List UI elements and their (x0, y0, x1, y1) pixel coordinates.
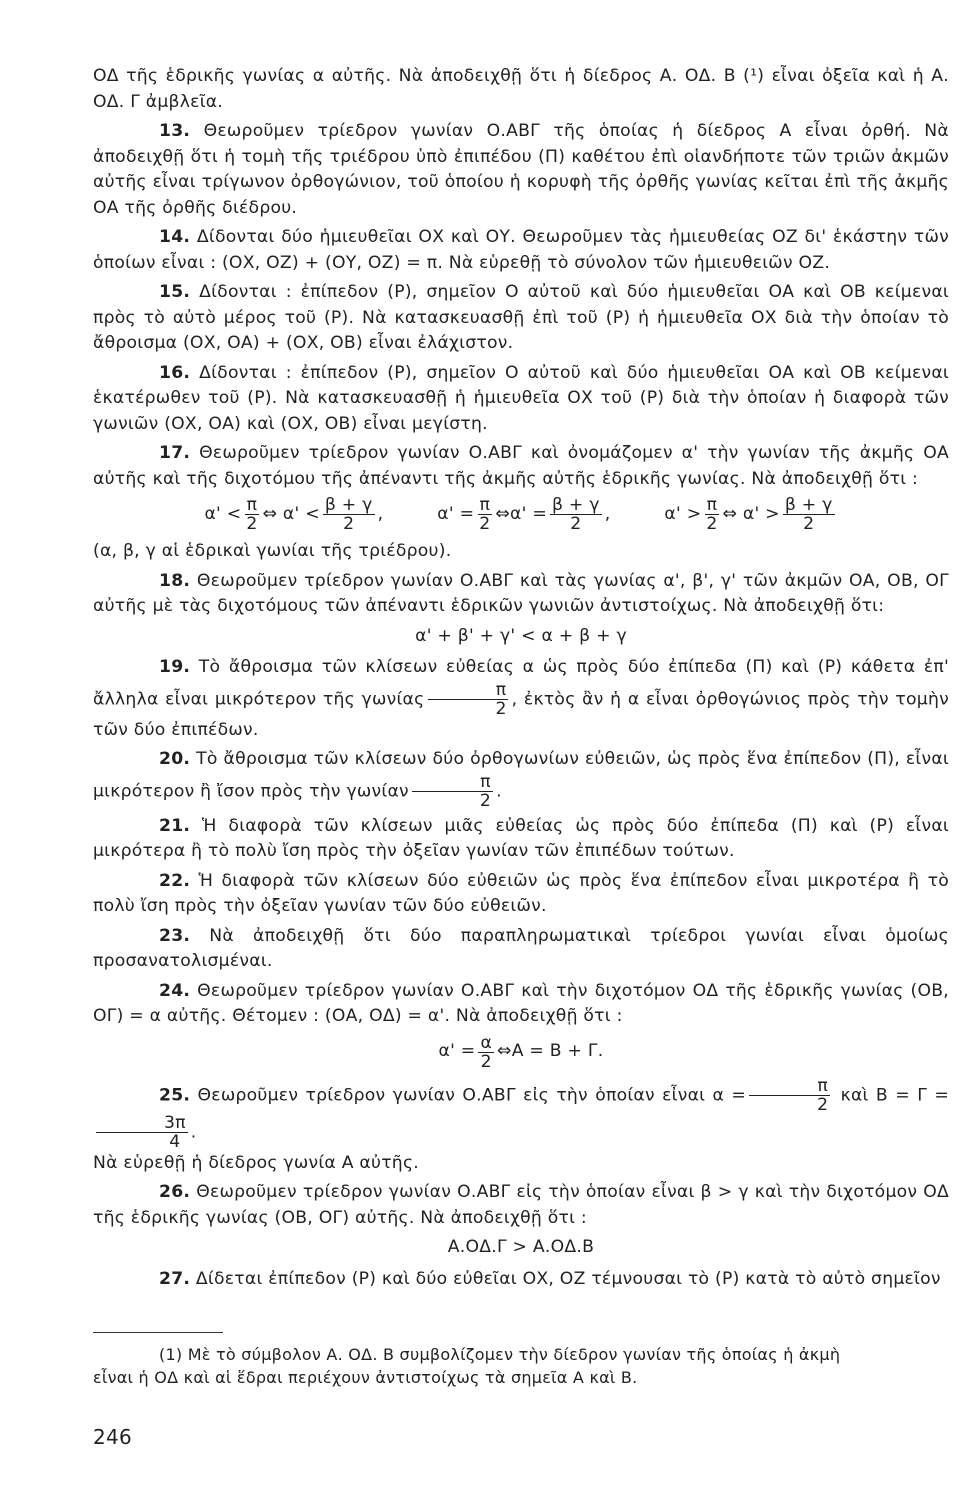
fraction-beta-gamma-over-2: $\frac{\beta + \gamma}{2}$ (784, 495, 833, 534)
formula-17: α' < $\frac{\pi}{2}$ ⇔ α' < $\frac{\beta + \gamma}{2}$ , α' = $\frac{\pi}{2}$ ⇔α' = $\frac{\beta + \gamma}{2}$ , α' > $\frac{\pi}{2}$ ⇔ α' > $\frac{\beta + \gamma}{2}$ (204, 495, 833, 534)
exercise-number: 20. (159, 749, 191, 769)
exercise-23: 23. Νὰ ἀποδειχθῇ ὅτι δύο παραπληρωματικαὶ τρίεδροι γωνίαι εἶναι ὁμοίως προσανατολισμέναι. (93, 925, 950, 971)
fraction-3pi-over-4: $\frac{3\pi}{4}$ (96, 1114, 188, 1151)
formula-24: α' = $\frac{\alpha}{2}$ ⇔Α = Β + Γ. (438, 1032, 604, 1072)
exercise-22: 22. Ἡ διαφορὰ τῶν κλίσεων δύο εὐθειῶν ὡς πρὸς ἕνα ἐπίπεδον εἶναι μικροτέρα ἢ τὸ πολὺ ἴση πρὸς τὴν ὀξεῖαν γωνίαν τῶν δύο εὐθειῶν. (93, 870, 950, 916)
formula-18: α' + β' + γ' < α + β + γ (415, 625, 627, 646)
footnote-line-1: (1) Μὲ τὸ σύμβολον Α. ΟΔ. Β συμβολίζομεν τὴν δίεδρον γωνίαν τῆς ὁποίας ἡ ἀκμὴ (159, 1345, 841, 1364)
exercise-number: 13. (159, 121, 191, 141)
footnote-divider (93, 1332, 223, 1333)
fraction-pi-over-2: $\frac{\pi}{2}$ (412, 773, 493, 810)
exercise-15: 15. Δίδονται : ἐπίπεδον (Ρ), σημεῖον Ο αὐτοῦ καὶ δύο ἡμιευθεῖαι ΟΑ καὶ ΟΒ κείμεναι πρὸς τὸ αὐτὸ μέρος τοῦ (Ρ). Νὰ κατασκευασθῇ ἐπὶ τοῦ (Ρ) ἡ ἡμιευθεῖα ΟΧ διὰ τὴν ὁποίαν τὸ ἄθροισμα (ΟΧ, ΟΑ) + (ΟΧ, ΟΒ) εἶναι ἐλάχιστον. (93, 282, 949, 353)
exercise-number: 23. (159, 925, 191, 946)
exercise-17: 17. Θεωροῦμεν τρίεδρον γωνίαν Ο.ΑΒΓ καὶ ὀνομάζομεν α' τὴν γωνίαν τῆς ἀκμῆς ΟΑ αὐτῆς καὶ τῆς διχοτόμου τῆς ἀπέναντι τῆς ἀκμῆς αὐτῆς ἑδρικῆς γωνίας. Νὰ ἀποδειχθῇ ὅτι : (93, 443, 949, 489)
fraction-pi-over-2: $\frac{\pi}{2}$ (749, 1077, 830, 1114)
exercise-number: 26. (159, 1182, 191, 1202)
exercise-number: 25. (159, 1085, 191, 1105)
exercise-number: 27. (159, 1268, 191, 1289)
fraction-beta-gamma-over-2: $\frac{\beta + \gamma}{2}$ (551, 495, 600, 534)
exercise-16: 16. Δίδονται : ἐπίπεδον (Ρ), σημεῖον Ο αὐτοῦ καὶ δύο ἡμιευθεῖαι ΟΑ καὶ ΟΒ κείμεναι ἑκατέρωθεν τοῦ (Ρ). Νὰ κατασκευασθῇ ἡ ἡμιευθεῖα ΟΧ τοῦ (Ρ) διὰ τὴν ὁποίαν ἡ διαφορὰ τῶν γωνιῶν (ΟΧ, ΟΑ) καὶ (ΟΧ, ΟΒ) εἶναι μεγίστη. (93, 362, 949, 434)
fraction-pi-over-2: $\frac{\pi}{2}$ (479, 495, 491, 534)
fraction-pi-over-2: $\frac{\pi}{2}$ (246, 495, 258, 534)
exercise-25: 25. Θεωροῦμεν τρίεδρον γωνίαν Ο.ΑΒΓ εἰς τὴν ὁποίαν εἶναι α = $\frac{\pi}{2}$ καὶ Β = Γ = $\frac{3\pi}{4}$ . Νὰ εὑρεθῇ ἡ δίεδρος γωνία Α αὐτῆς. (93, 1075, 950, 1173)
exercise-20: 20. Τὸ ἄθροισμα τῶν κλίσεων δύο ὀρθογωνίων εὐθειῶν, ὡς πρὸς ἕνα ἐπίπεδον (Π), εἶναι μικρότερον ἢ ἴσον πρὸς τὴν γωνίαν $\frac{\pi}{2}$ . (93, 749, 949, 811)
fraction-pi-over-2: $\frac{\pi}{2}$ (427, 681, 508, 718)
exercise-number: 16. (159, 362, 191, 383)
exercise-24: 24. Θεωροῦμεν τρίεδρον γωνίαν Ο.ΑΒΓ καὶ τὴν διχοτόμον ΟΔ τῆς ἑδρικῆς γωνίας (ΟΒ, ΟΓ) = α αὐτῆς. Θέτομεν : (ΟΑ, ΟΔ) = α'. Νὰ ἀποδειχθῇ ὅτι : (93, 980, 949, 1026)
exercise-number: 22. (159, 870, 191, 891)
exercise-number: 24. (159, 980, 191, 1001)
exercise-number: 15. (159, 282, 191, 302)
fraction-beta-gamma-over-2: $\frac{\beta + \gamma}{2}$ (324, 495, 373, 534)
footnote-line-2: εἶναι ἡ ΟΔ καὶ αἱ ἕδραι περιέχουν ἀντιστοίχως τὰ σημεῖα Α καὶ Β. (93, 1368, 638, 1387)
exercise-number: 17. (159, 443, 191, 463)
fraction-pi-over-2: $\frac{\pi}{2}$ (706, 495, 718, 534)
exercise-19: 19. Τὸ ἄθροισμα τῶν κλίσεων εὐθείας α ὡς πρὸς δύο ἐπίπεδα (Π) καὶ (Ρ) κάθετα ἐπ' ἄλληλα εἶναι μικρότερον τῆς γωνίας $\frac{\pi}{2}$ , ἐκτὸς ἂν ἡ α εἶναι ὀρθογώνιος πρὸς τὴν τομὴν τῶν δύο ἐπιπέδων. (93, 657, 949, 740)
exercise-17-note: (α, β, γ αἱ ἑδρικαὶ γωνίαι τῆς τριέδρου). (93, 541, 452, 561)
exercise-21: 21. Ἡ διαφορὰ τῶν κλίσεων μιᾶς εὐθείας ὡς πρὸς δύο ἐπίπεδα (Π) καὶ (Ρ) εἶναι μικρότερα ἢ τὸ πολὺ ἴση πρὸς τὴν ὀξεῖαν γωνίαν τῶν ἐπιπέδων τούτων. (93, 815, 949, 861)
exercise-18: 18. Θεωροῦμεν τρίεδρον γωνίαν Ο.ΑΒΓ καὶ τὰς γωνίας α', β', γ' τῶν ἀκμῶν ΟΑ, ΟΒ, ΟΓ αὐτῆς μὲ τὰς διχοτόμους τῶν ἀπέναντι ἑδρικῶν γωνιῶν ἀντιστοίχως. Νὰ ἀποδειχθῇ ὅτι: (93, 570, 949, 616)
exercise-14: 14. Δίδονται δύο ἡμιευθεῖαι ΟΧ καὶ ΟΥ. Θεωροῦμεν τὰς ἡμιευθείας ΟΖ δι' ἑκάστην τῶν ὁποίων εἶναι : (ΟΧ, ΟΖ) + (ΟΥ, ΟΖ) = π. Νὰ εὑρεθῇ τὸ σύνολον τῶν ἡμιευθειῶν ΟΖ. (93, 227, 949, 273)
page-number: 246 (93, 1425, 132, 1449)
exercise-13: 13. Θεωροῦμεν τρίεδρον γωνίαν Ο.ΑΒΓ τῆς ὁποίας ἡ δίεδρος Α εἶναι ὀρθή. Νὰ ἀποδειχθῇ ὅτι ἡ τομὴ τῆς τριέδρου ὑπὸ ἐπιπέδου (Π) καθέτου ἐπὶ οἱανδήποτε τῶν τριῶν ἀκμῶν αὐτῆς εἶναι τρίγωνον ὀρθογώνιον, τοῦ ὁποίου ἡ κορυφὴ τῆς ὀρθῆς γωνίας κεῖται ἐπὶ τῆς ἀκμῆς ΟΑ τῆς ὀρθῆς διέδρου. (93, 121, 949, 218)
exercise-27: 27. Δίδεται ἐπίπεδον (Ρ) καὶ δύο εὐθεῖαι ΟΧ, ΟΖ τέμνουσαι τὸ (Ρ) κατὰ τὸ αὐτὸ σημεῖον (159, 1268, 941, 1289)
exercise-number: 21. (159, 815, 191, 836)
paragraph-continuation: ΟΔ τῆς ἑδρικῆς γωνίας α αὐτῆς. Νὰ ἀποδειχθῇ ὅτι ἡ δίεδρος Α. ΟΔ. Β (¹) εἶναι ὀξεῖα καὶ ἡ Α. ΟΔ. Γ ἀμβλεῖα. (93, 66, 949, 112)
exercise-number: 18. (159, 570, 191, 591)
exercise-number: 14. (159, 227, 191, 247)
fraction-alpha-over-2: $\frac{\alpha}{2}$ (480, 1032, 493, 1072)
exercise-26: 26. Θεωροῦμεν τρίεδρον γωνίαν Ο.ΑΒΓ εἰς τὴν ὁποίαν εἶναι β > γ καὶ τὴν διχοτόμον ΟΔ τῆς ἑδρικῆς γωνίας (ΟΒ, ΟΓ) αὐτῆς. Νὰ ἀποδειχθῇ ὅτι : (93, 1182, 950, 1228)
exercise-number: 19. (159, 657, 191, 677)
formula-26: Α.ΟΔ.Γ > Α.ΟΔ.Β (447, 1237, 595, 1257)
